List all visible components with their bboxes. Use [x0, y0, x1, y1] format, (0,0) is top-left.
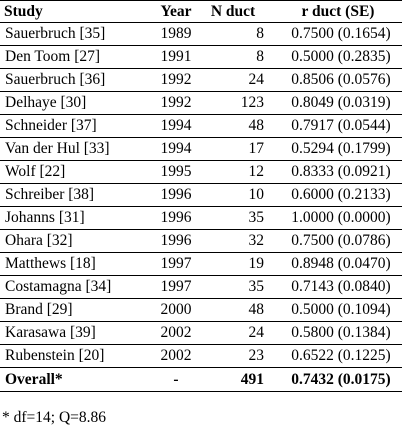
cell-year: 1995: [150, 161, 202, 184]
cell-year: 2002: [150, 322, 202, 345]
overall-n-duct: 491: [202, 368, 274, 392]
table-row: [0, 207, 402, 230]
cell-n-duct: 48: [202, 299, 274, 322]
cell-r-duct: 0.6000 (0.2133): [274, 184, 402, 207]
header-study: Study: [0, 1, 150, 23]
cell-study: Sauerbruch [36]: [0, 69, 150, 92]
cell-n-duct: 8: [202, 23, 274, 46]
cell-study: Ohara [32]: [0, 230, 150, 253]
cell-study: Delhaye [30]: [0, 92, 150, 115]
table-row: [0, 92, 402, 115]
cell-year: 1989: [150, 23, 202, 46]
cell-n-duct: 24: [202, 322, 274, 345]
cell-n-duct: 24: [202, 69, 274, 92]
table-body: [0, 23, 402, 368]
cell-year: 1997: [150, 253, 202, 276]
cell-r-duct: 0.7143 (0.0840): [274, 276, 402, 299]
table-footer: [0, 368, 402, 392]
cell-n-duct: 32: [202, 230, 274, 253]
cell-study: Rubenstein [20]: [0, 345, 150, 368]
footnote: * df=14; Q=8.86: [2, 409, 107, 426]
cell-r-duct: 0.6522 (0.1225): [274, 345, 402, 368]
cell-study: Brand [29]: [0, 299, 150, 322]
table-row: [0, 253, 402, 276]
cell-study: Matthews [18]: [0, 253, 150, 276]
table-row: [0, 230, 402, 253]
cell-year: 1996: [150, 207, 202, 230]
cell-n-duct: 10: [202, 184, 274, 207]
cell-year: 1992: [150, 92, 202, 115]
table-row: [0, 23, 402, 46]
cell-n-duct: 123: [202, 92, 274, 115]
cell-n-duct: 23: [202, 345, 274, 368]
header-r-duct: r duct (SE): [274, 1, 402, 23]
cell-study: Schreiber [38]: [0, 184, 150, 207]
cell-year: 2000: [150, 299, 202, 322]
cell-n-duct: 35: [202, 207, 274, 230]
cell-year: 1992: [150, 69, 202, 92]
cell-study: Van der Hul [33]: [0, 138, 150, 161]
cell-r-duct: 0.7917 (0.0544): [274, 115, 402, 138]
overall-study: Overall*: [0, 368, 150, 392]
table-row: [0, 184, 402, 207]
cell-r-duct: 0.5800 (0.1384): [274, 322, 402, 345]
header-n-duct: N duct: [202, 1, 274, 23]
cell-year: 1994: [150, 115, 202, 138]
cell-year: 1996: [150, 230, 202, 253]
overall-r-duct: 0.7432 (0.0175): [274, 368, 402, 392]
cell-year: 1994: [150, 138, 202, 161]
cell-n-duct: 35: [202, 276, 274, 299]
cell-r-duct: 0.8049 (0.0319): [274, 92, 402, 115]
cell-study: Karasawa [39]: [0, 322, 150, 345]
cell-r-duct: 0.8506 (0.0576): [274, 69, 402, 92]
overall-row: [0, 368, 402, 392]
cell-study: Schneider [37]: [0, 115, 150, 138]
table-row: [0, 138, 402, 161]
cell-r-duct: 1.0000 (0.0000): [274, 207, 402, 230]
cell-n-duct: 17: [202, 138, 274, 161]
cell-study: Sauerbruch [35]: [0, 23, 150, 46]
table-row: [0, 322, 402, 345]
cell-r-duct: 0.5294 (0.1799): [274, 138, 402, 161]
table-row: [0, 161, 402, 184]
cell-year: 1997: [150, 276, 202, 299]
table-row: [0, 46, 402, 69]
table-row: [0, 299, 402, 322]
table-row: [0, 115, 402, 138]
cell-n-duct: 48: [202, 115, 274, 138]
cell-year: 1996: [150, 184, 202, 207]
cell-study: Den Toom [27]: [0, 46, 150, 69]
cell-study: Johanns [31]: [0, 207, 150, 230]
cell-r-duct: 0.8948 (0.0470): [274, 253, 402, 276]
overall-year: -: [150, 368, 202, 392]
table-row: [0, 276, 402, 299]
header-year: Year: [150, 1, 202, 23]
cell-year: 2002: [150, 345, 202, 368]
cell-n-duct: 19: [202, 253, 274, 276]
cell-r-duct: 0.5000 (0.2835): [274, 46, 402, 69]
table-header: [0, 1, 402, 23]
cell-n-duct: 12: [202, 161, 274, 184]
cell-study: Costamagna [34]: [0, 276, 150, 299]
cell-r-duct: 0.5000 (0.1094): [274, 299, 402, 322]
cell-r-duct: 0.7500 (0.1654): [274, 23, 402, 46]
cell-n-duct: 8: [202, 46, 274, 69]
cell-year: 1991: [150, 46, 202, 69]
table-row: [0, 69, 402, 92]
cell-r-duct: 0.8333 (0.0921): [274, 161, 402, 184]
table-row: [0, 345, 402, 368]
cell-r-duct: 0.7500 (0.0786): [274, 230, 402, 253]
header-row: [0, 1, 402, 23]
cell-study: Wolf [22]: [0, 161, 150, 184]
